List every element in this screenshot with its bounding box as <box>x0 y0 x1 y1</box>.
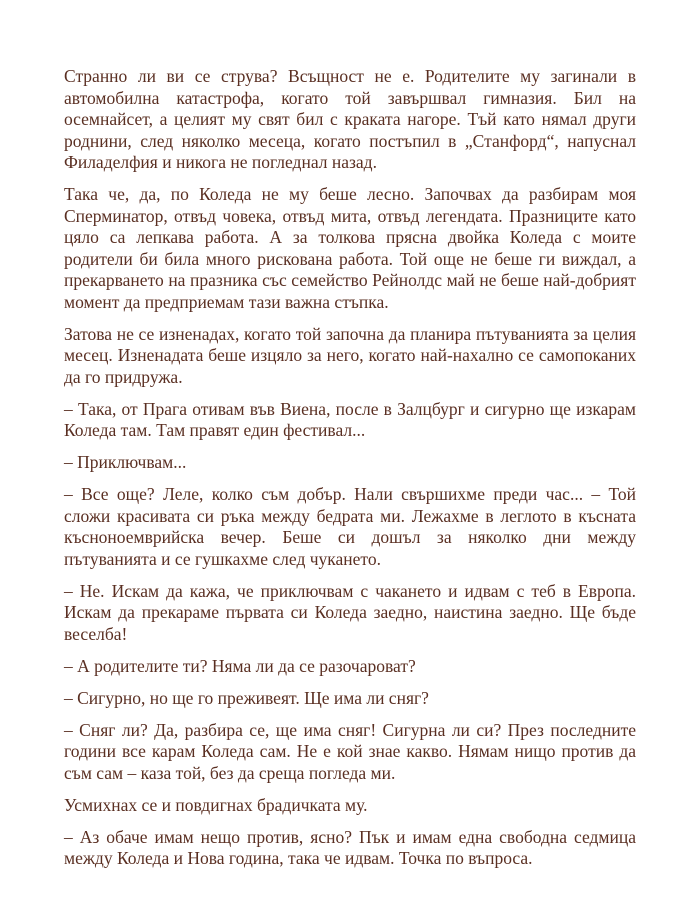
paragraph: Усмихнах се и повдигнах брадичката му. <box>64 794 368 815</box>
paragraph: Така че, да, по Коледа не му беше лесно. Започвах да разбирам моя Сперминатор, отвъд човека, отвъд мита, отвъд легендата. Празниците като цяло са лепкава работа. А за толкова прясна двойка Коледа с моите родители би била много рискована работа. Той още не беше ги виждал, а прекарването на празника със семейство Рейнолдс май не беше най-добрият момент да предприемам тази важна стъпка. <box>64 184 636 312</box>
paragraph: – А родителите ти? Няма ли да се разочароват? <box>64 655 416 676</box>
paragraph: – Сигурно, но ще го преживеят. Ще има ли сняг? <box>64 687 429 708</box>
book-page-text <box>64 66 636 880</box>
paragraph: Странно ли ви се струва? Всъщност не е. Родителите му загинали в автомобилна катастрофа, когато той завършвал гимназия. Бил на осемнайсет, а целият му свят бил с краката нагоре. Тъй като нямал други роднини, след няколко месеца, когато постъпил в „Станфорд“, напуснал Филаделфия и никога не погледнал назад. <box>64 66 636 172</box>
paragraph: – Не. Искам да кажа, че приключвам с чакането и идвам с теб в Европа. Искам да прекараме първата си Коледа заедно, наистина заедно. Ще бъде веселба! <box>64 580 636 644</box>
paragraph: – Сняг ли? Да, разбира се, ще има сняг! Сигурна ли си? През последните години все карам Коледа сам. Не е кой знае какво. Нямам нищо против да съм сам – каза той, без да среща погледа ми. <box>64 719 636 783</box>
paragraph: Затова не се изненадах, когато той започна да планира пътуванията за целия месец. Изненадата беше изцяло за него, когато най-нахално се самопоканих да го придружа. <box>64 323 636 387</box>
paragraph: – Така, от Прага отивам във Виена, после в Залцбург и сигурно ще изкарам Коледа там. Там правят един фестивал... <box>64 398 636 440</box>
paragraph: – Аз обаче имам нещо против, ясно? Пък и имам една свободна седмица между Коледа и Нова година, така че идвам. Точка по въпроса. <box>64 826 636 868</box>
paragraph: – Приключвам... <box>64 452 187 472</box>
paragraph: – Все още? Леле, колко съм добър. Нали свършихме преди час... – Той сложи красивата си ръка между бедрата ми. Лежахме в леглото в късната късноноемврийска вечер. Беше си дошъл за няколко дни между пътуванията и се гушкахме след чукането. <box>64 484 636 569</box>
